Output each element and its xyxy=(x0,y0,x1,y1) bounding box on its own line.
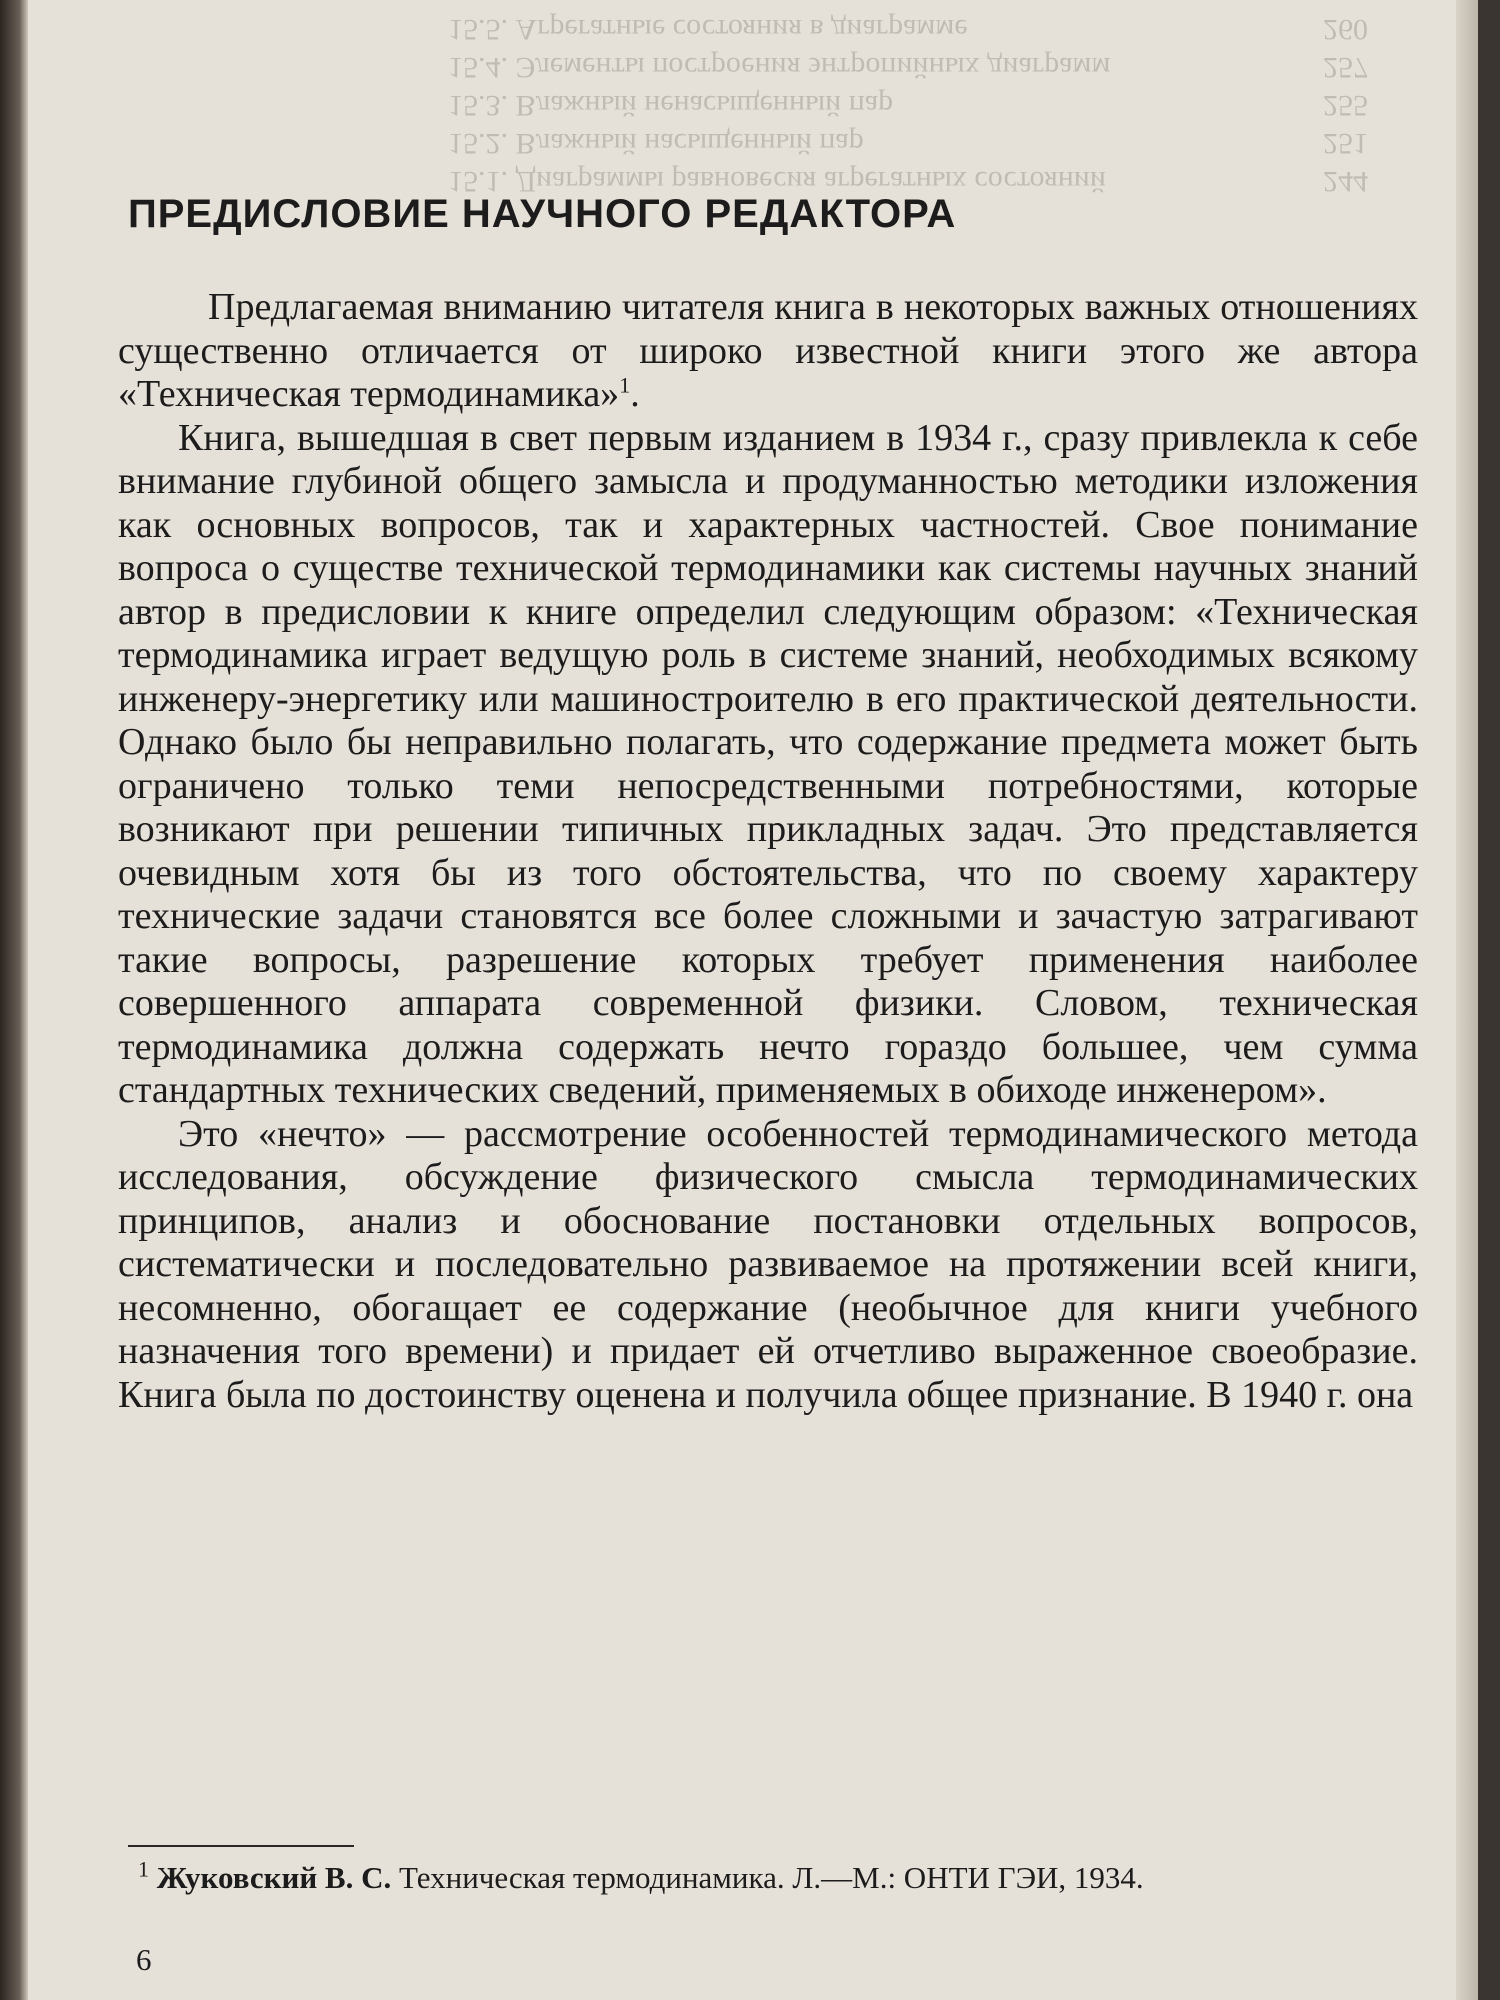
paragraph-history: Книга, вышедшая в свет первым изданием в 1934 г., сразу привлекла к себе внимание глубиной общего замысла и продуманностью методики изложения как основных вопросов, так и характерных частностей. Свое понимание вопроса о существе технической термодинамики как системы научных знаний автор в предисловии к книге определил следующим образом: «Техническая термодинамика играет ведущую роль в системе знаний, необходимых всякому инженеру-энергетику или машиностроителю в его практической деятельности. Однако было бы неправильно полагать, что содержание предмета может быть ограничено только теми непосредственными потребностями, которые возникают при решении типичных прикладных задач. Это представляется очевидным хотя бы из того обстоятельства, что по своему характеру технические задачи становятся все более сложными и зачастую затрагивают такие вопросы, разрешение которых требует применения наиболее совершенного аппарата современной физики. Словом, техническая термодинамика должна содержать нечто гораздо большее, чем сумма стандартных технических сведений, применяемых в обиходе инженером». xyxy=(118,416,1418,1111)
book-page xyxy=(28,0,1478,2000)
bleed-line: 15.1. Диаграммы равновесия агрегатных состояний 244 xyxy=(448,165,1368,198)
paragraph-intro: Предлагаемая вниманию читателя книга в некоторых важных отношениях существенно отличается от широко известной книги этого же автора «Техническая термодинамика»$^1$. xyxy=(118,286,1418,415)
bleed-through-contents xyxy=(448,0,1408,200)
body-text xyxy=(118,286,1418,1417)
footnote-mark: 1 xyxy=(138,1856,149,1882)
bleed-line: 15.4. Элементы построения энтропийных диаграмм 257 xyxy=(448,51,1368,84)
page-stack-edge xyxy=(1456,0,1478,2000)
paragraph-method: Это «нечто» — рассмотрение особенностей термодинамического метода исследования, обсуждение физического смысла термодинамических принципов, анализ и обоснование постановки отдельных вопросов, систематически и последовательно развиваемое на протяжении всей книги, несомненно, обогащает ее содержание (необычное для книги учебного назначения того времени) и придает ей отчетливо выраженное своеобразие. Книга была по достоинству оценена и получила общее признание. В 1940 г. она xyxy=(118,1112,1418,1416)
book-spine-edge xyxy=(0,0,28,2000)
bleed-line: 15.5. Агрегатные состояния в диаграмме 260 xyxy=(448,13,1368,46)
footnote-divider xyxy=(128,1845,354,1847)
footnote-reference: 1 xyxy=(619,372,631,398)
page-title: ПРЕДИСЛОВИЕ НАУЧНОГО РЕДАКТОРА xyxy=(128,192,957,236)
footnote-citation: Техническая термодинамика. Л.—М.: ОНТИ ГЭИ, 1934. xyxy=(399,1860,1144,1895)
footnote-author: Жуковский В. С. xyxy=(156,1860,392,1895)
bleed-line: 15.2. Влажный насыщенный пар 251 xyxy=(448,127,1368,160)
page-number: 6 xyxy=(136,1942,152,1977)
footnote xyxy=(138,1858,1388,1898)
bleed-line: 15.3. Влажный ненасыщенный пар 255 xyxy=(448,89,1368,122)
